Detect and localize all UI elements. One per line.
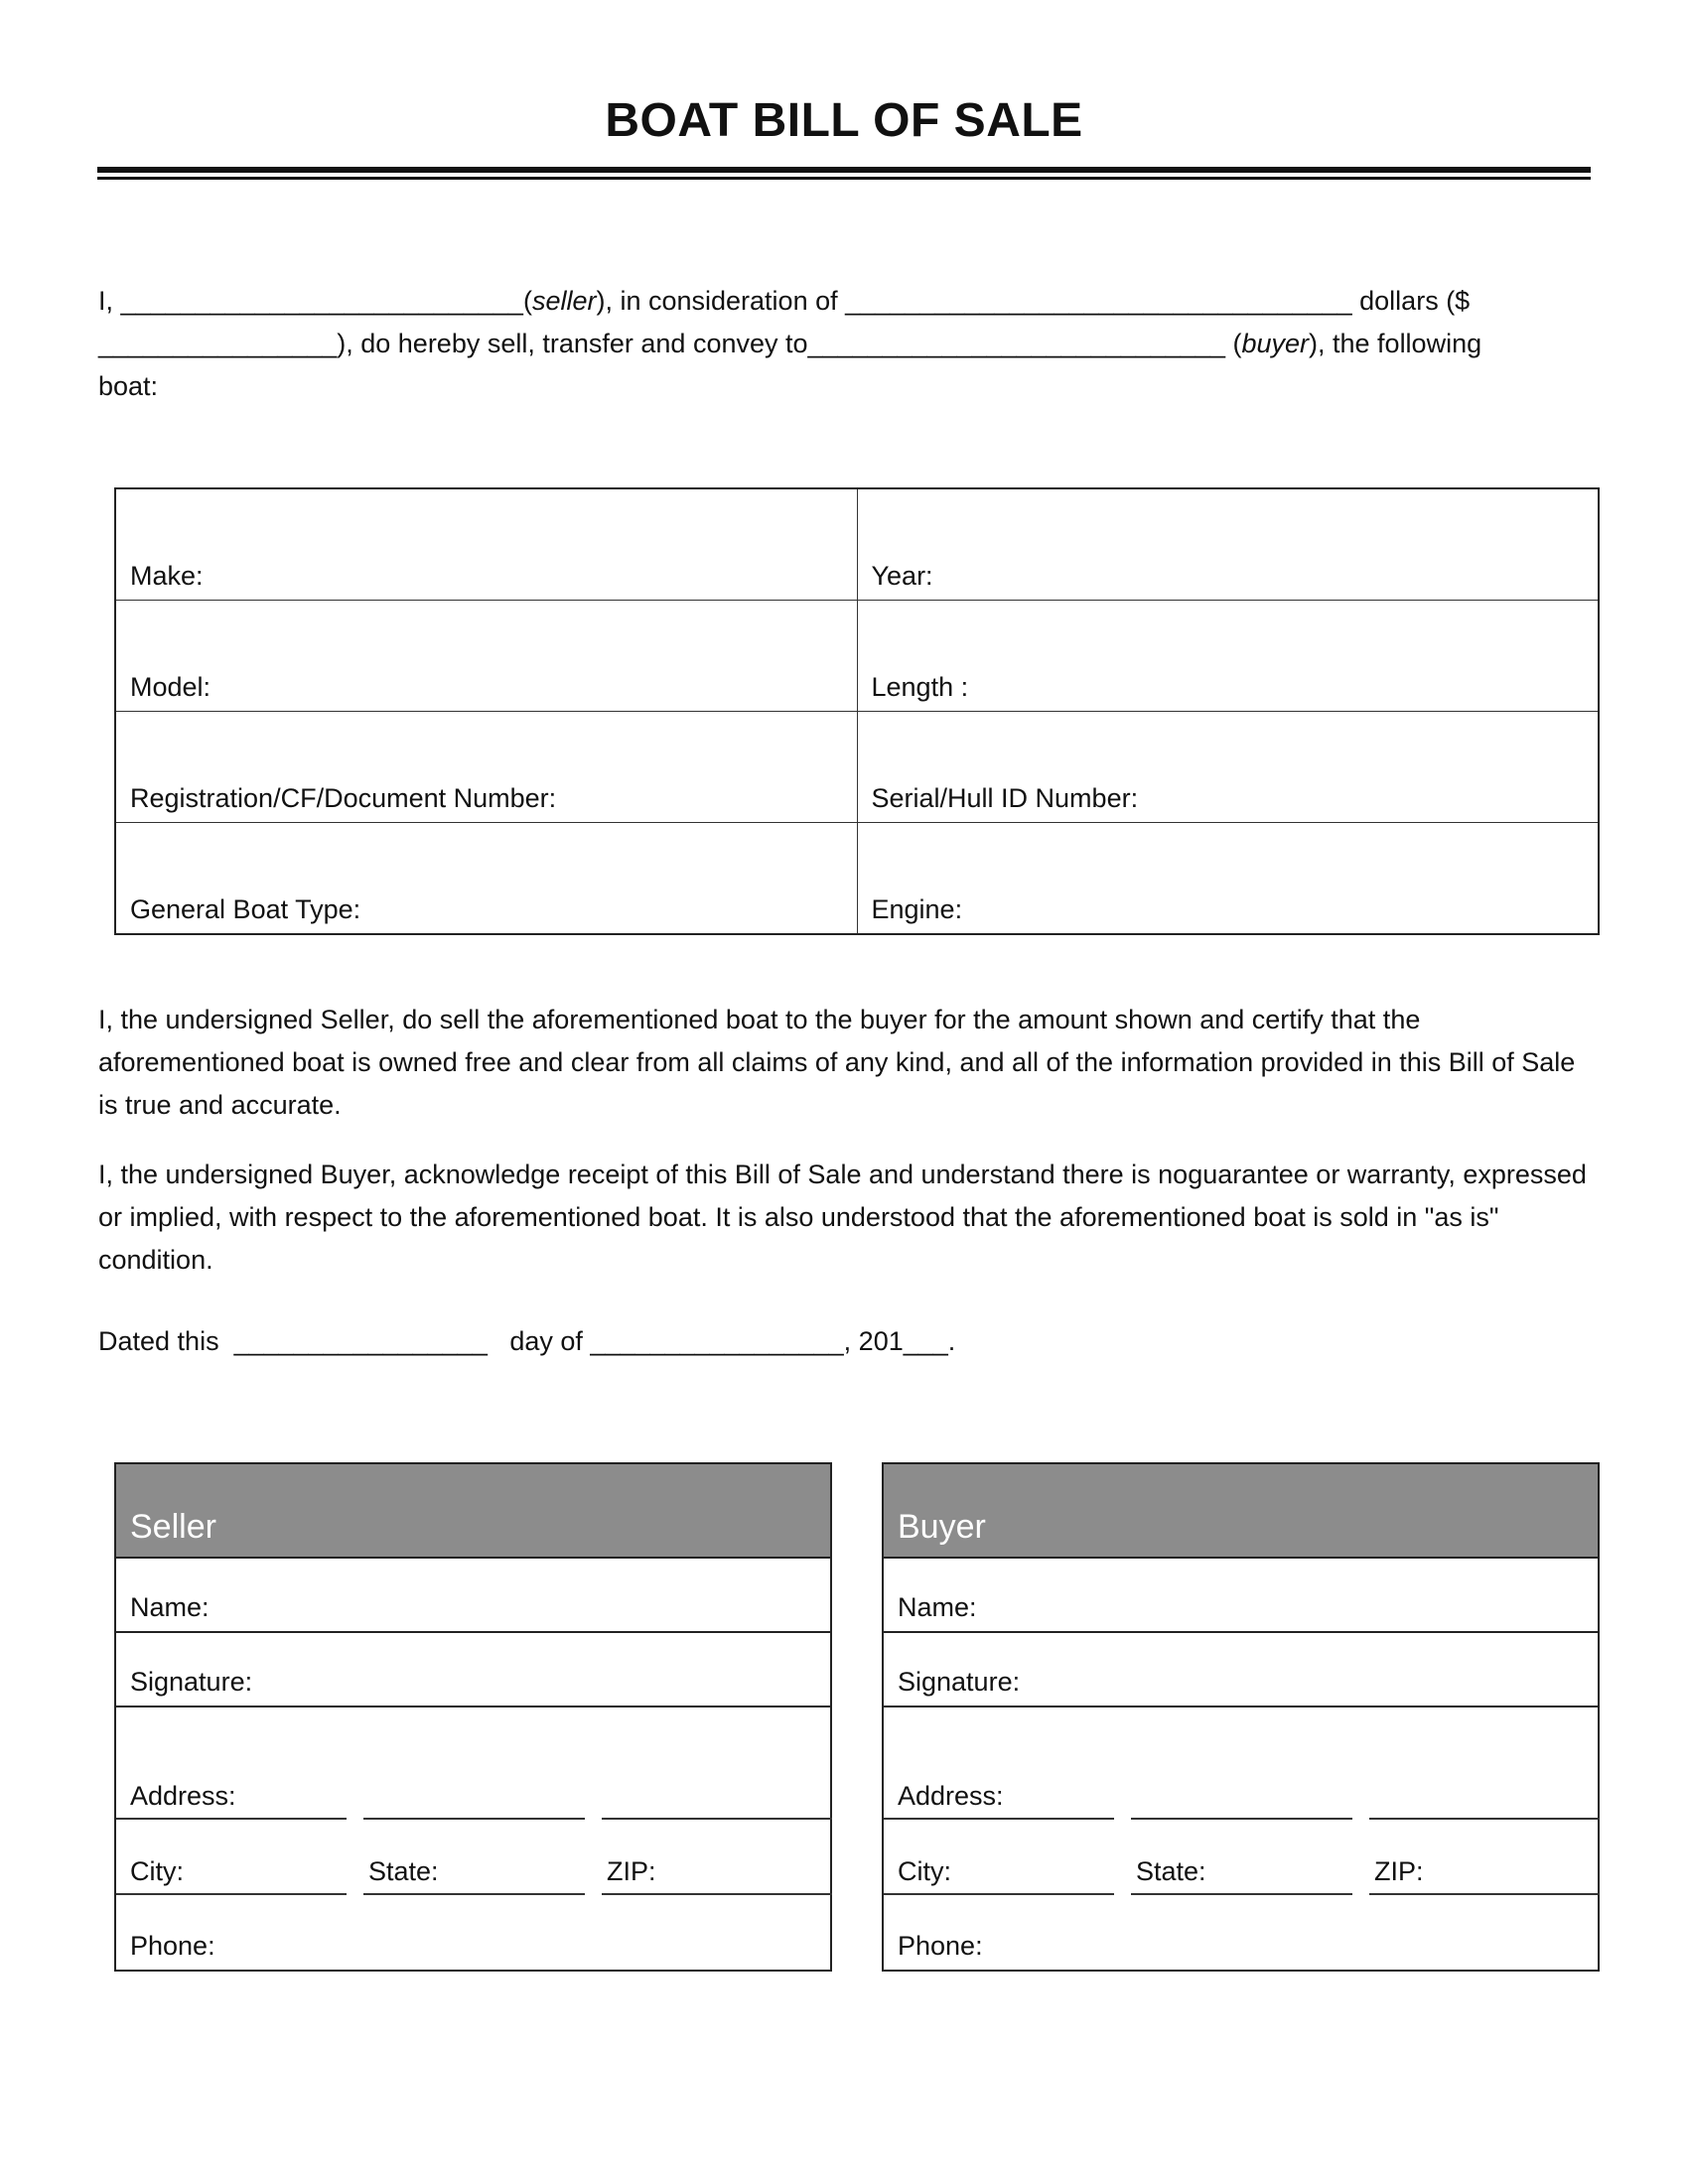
seller-zip-field[interactable]: ZIP: <box>607 1856 656 1886</box>
buyer-panel <box>882 1462 1600 1972</box>
length-field[interactable]: Length : <box>857 600 1599 711</box>
seller-panel-header <box>116 1464 830 1559</box>
buyer-address-label: Address: <box>898 1781 1004 1811</box>
seller-certification: I, the undersigned Seller, do sell the aforementioned boat to the buyer for the amount shown and certify that the aforementioned boat is owned free and clear from all claims of any kind, and all of the information provided in this Bill of Sale is true and accurate. <box>98 1005 1576 1120</box>
dated-line[interactable]: Dated this _________________ day of _________________, 201___. <box>98 1326 956 1356</box>
year-field[interactable]: Year: <box>857 488 1599 600</box>
model-field[interactable]: Model: <box>115 600 857 711</box>
document-title: BOAT BILL OF SALE <box>605 94 1083 147</box>
buyer-word: buyer <box>1241 329 1310 358</box>
buyer-name-label: Name: <box>898 1592 977 1622</box>
seller-word: seller <box>531 286 597 316</box>
seller-signature-label: Signature: <box>130 1667 253 1697</box>
seller-state-field[interactable]: State: <box>368 1856 439 1886</box>
intro-line2-post: ), the following <box>1309 329 1482 358</box>
buyer-address-field[interactable] <box>884 1707 1598 1820</box>
hull-id-field[interactable]: Serial/Hull ID Number: <box>857 712 1599 823</box>
buyer-signature-label: Signature: <box>898 1667 1021 1697</box>
registration-number-field[interactable]: Registration/CF/Document Number: <box>115 712 857 823</box>
buyer-phone-field[interactable] <box>884 1895 1598 1970</box>
buyer-state-field[interactable]: State: <box>1136 1856 1206 1886</box>
buyer-name-field[interactable] <box>884 1559 1598 1633</box>
make-field[interactable]: Make: <box>115 488 857 600</box>
title-rule-thick <box>97 167 1591 173</box>
seller-address-field[interactable] <box>116 1707 830 1820</box>
seller-phone-field[interactable] <box>116 1895 830 1970</box>
seller-city-field[interactable]: City: <box>130 1856 184 1886</box>
title-rule-thin <box>97 177 1591 180</box>
buyer-zip-field[interactable]: ZIP: <box>1374 1856 1424 1886</box>
seller-name-field[interactable] <box>116 1559 830 1633</box>
buyer-signature-field[interactable] <box>884 1633 1598 1707</box>
table-row <box>115 600 1599 711</box>
seller-heading: Seller <box>130 1508 216 1546</box>
seller-signature-field[interactable] <box>116 1633 830 1707</box>
engine-field[interactable]: Engine: <box>857 823 1599 934</box>
intro-line1-mid: ), in consideration of __________________________________ dollars ($ <box>596 286 1471 316</box>
boat-type-field[interactable]: General Boat Type: <box>115 823 857 934</box>
table-row <box>115 823 1599 934</box>
seller-panel <box>114 1462 832 1972</box>
intro-paragraph <box>98 280 1588 408</box>
buyer-heading: Buyer <box>898 1508 986 1546</box>
intro-line1-pre: I, ___________________________( <box>98 286 532 316</box>
seller-phone-label: Phone: <box>130 1931 215 1961</box>
buyer-panel-header <box>884 1464 1598 1559</box>
buyer-location-row <box>884 1820 1598 1895</box>
intro-line3: boat: <box>98 371 159 401</box>
table-row <box>115 712 1599 823</box>
intro-line2-pre: ________________), do hereby sell, transfer and convey to____________________________ ( <box>98 329 1242 358</box>
seller-location-row <box>116 1820 830 1895</box>
boat-details-table <box>114 487 1600 935</box>
table-row <box>115 488 1599 600</box>
seller-name-label: Name: <box>130 1592 210 1622</box>
seller-address-label: Address: <box>130 1781 236 1811</box>
buyer-city-field[interactable]: City: <box>898 1856 951 1886</box>
buyer-phone-label: Phone: <box>898 1931 983 1961</box>
buyer-acknowledgement: I, the undersigned Buyer, acknowledge receipt of this Bill of Sale and understand there is noguarantee or warranty, expressed or implied, with respect to the aforementioned boat. It is also understood that the aforementioned boat is sold in "as is" condition. <box>98 1160 1587 1275</box>
